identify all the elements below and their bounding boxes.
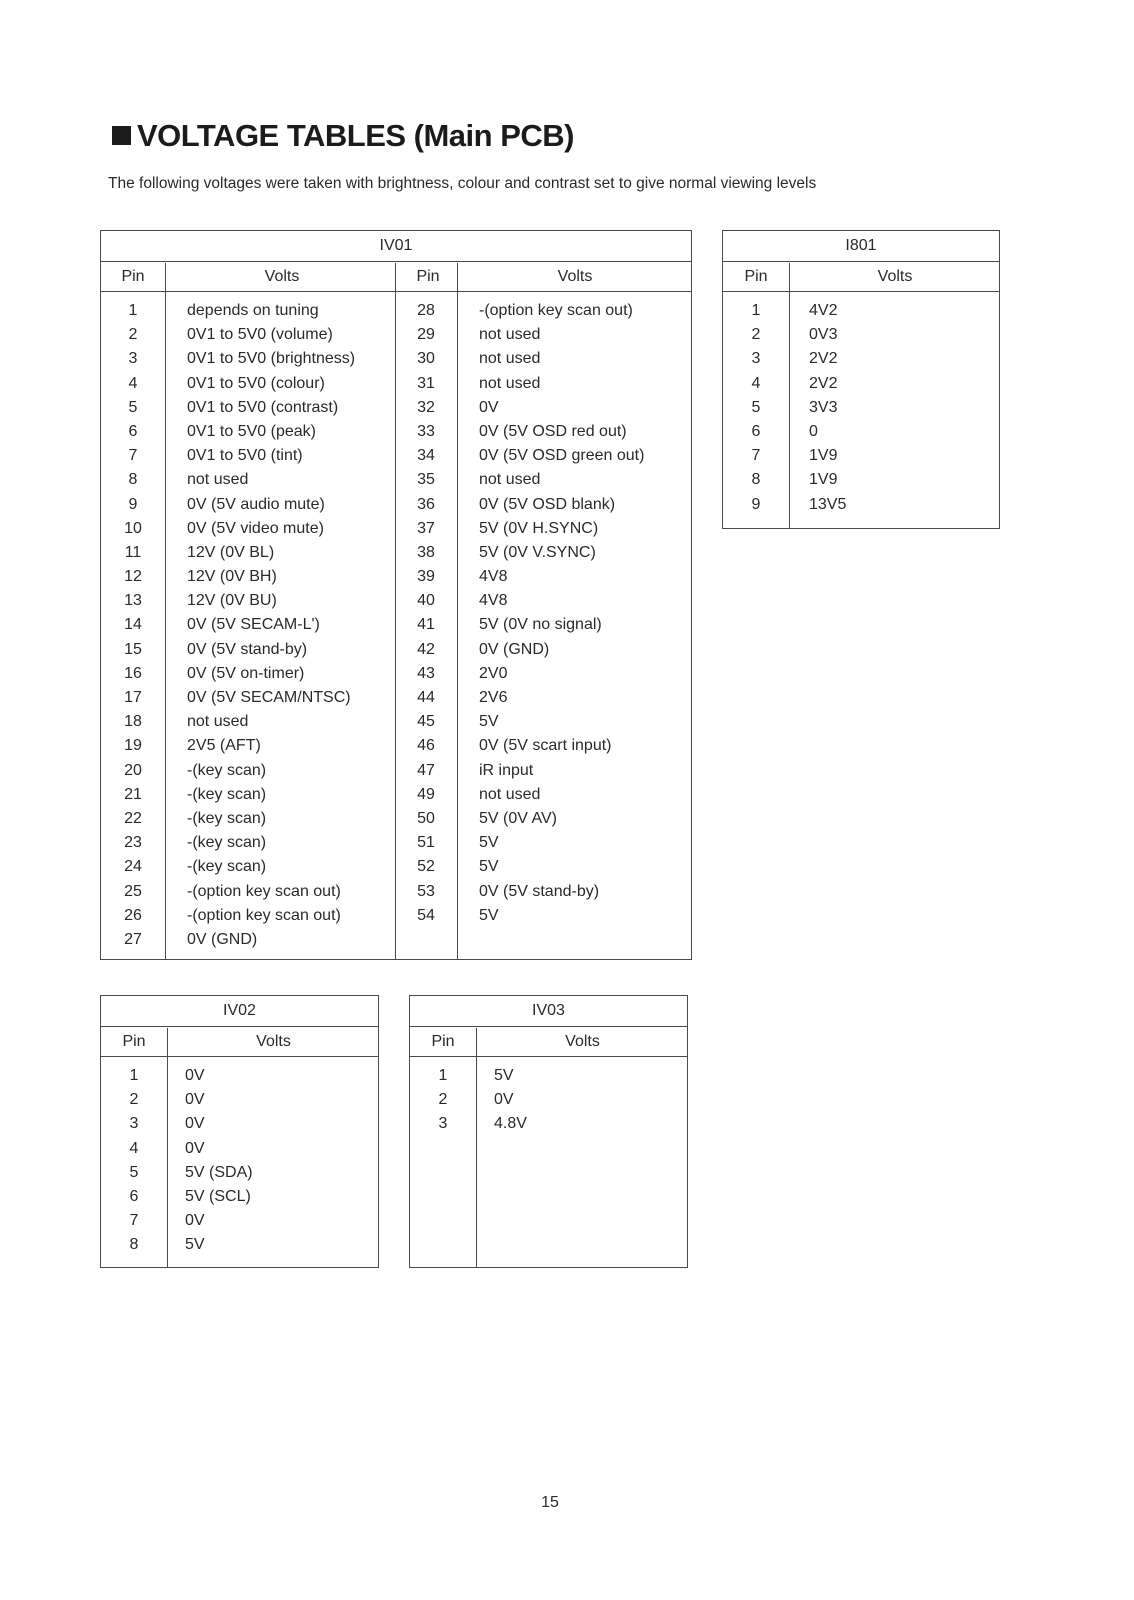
pin-number: 29 bbox=[417, 326, 435, 344]
volts-value: 0V1 to 5V0 (contrast) bbox=[187, 398, 339, 416]
table-row bbox=[101, 807, 691, 831]
volts-value: 0V1 to 5V0 (peak) bbox=[187, 422, 316, 440]
table-row bbox=[101, 904, 691, 928]
table-row bbox=[101, 1137, 378, 1161]
volts-value: 1V9 bbox=[809, 447, 838, 465]
pin-number: 3 bbox=[129, 1115, 139, 1133]
table-row bbox=[101, 1209, 378, 1233]
volts-value: -(key scan) bbox=[187, 761, 267, 779]
page-title bbox=[112, 118, 574, 154]
pin-number: 19 bbox=[124, 737, 142, 755]
table-row bbox=[101, 420, 691, 444]
table-row bbox=[723, 493, 999, 517]
volts-value: 4V8 bbox=[479, 592, 508, 610]
volts-value: 0V (GND) bbox=[187, 930, 258, 948]
pin-number: 26 bbox=[124, 906, 142, 924]
table-iv01 bbox=[100, 230, 692, 960]
intro-text: The following voltages were taken with brightness, colour and contrast set to give normal viewing levels bbox=[108, 175, 817, 192]
table-row bbox=[410, 1064, 687, 1088]
volts-value: 0V (5V stand-by) bbox=[187, 640, 308, 658]
pin-number: 11 bbox=[124, 543, 142, 561]
pin-number: 20 bbox=[124, 761, 142, 779]
col-header-pin-2: Pin bbox=[416, 268, 440, 285]
volts-value: -(option key scan out) bbox=[187, 882, 341, 900]
table-row bbox=[101, 613, 691, 637]
table-iv03-rows bbox=[410, 1064, 687, 1137]
square-bullet-icon bbox=[112, 126, 131, 145]
volts-value: 0V1 to 5V0 (brightness) bbox=[187, 350, 356, 368]
table-row bbox=[101, 759, 691, 783]
volts-value: -(key scan) bbox=[187, 785, 267, 803]
pin-number: 1 bbox=[751, 302, 761, 319]
pin-number: 51 bbox=[417, 834, 435, 852]
volts-value: not used bbox=[479, 471, 541, 489]
volts-value: 0 bbox=[809, 422, 818, 440]
pin-number: 23 bbox=[124, 834, 142, 852]
volts-value: 0V1 to 5V0 (colour) bbox=[187, 374, 325, 392]
volts-value: 5V (0V no signal) bbox=[479, 616, 602, 634]
table-row bbox=[101, 1161, 378, 1185]
table-i801-title: I801 bbox=[723, 231, 999, 262]
table-row bbox=[101, 1064, 378, 1088]
header-divider bbox=[101, 1056, 378, 1057]
volts-value: not used bbox=[187, 713, 249, 731]
pin-number: 7 bbox=[128, 447, 138, 465]
table-iv02-rows bbox=[101, 1064, 378, 1258]
pin-number: 1 bbox=[128, 302, 138, 319]
volts-value: 0V (5V scart input) bbox=[479, 737, 612, 755]
pin-number: 10 bbox=[124, 519, 142, 537]
pin-number: 4 bbox=[751, 374, 761, 392]
table-iv01-title: IV01 bbox=[101, 231, 691, 262]
volts-value: 0V (5V on-timer) bbox=[187, 664, 305, 682]
table-row bbox=[101, 589, 691, 613]
volts-value: 2V6 bbox=[479, 689, 508, 706]
header-divider bbox=[410, 1056, 687, 1057]
pin-number: 6 bbox=[751, 422, 761, 440]
pin-number: 12 bbox=[124, 568, 142, 586]
pin-number: 6 bbox=[128, 422, 138, 440]
volts-value: 5V bbox=[479, 858, 499, 876]
volts-value: depends on tuning bbox=[187, 302, 319, 319]
table-row bbox=[101, 783, 691, 807]
table-row bbox=[101, 468, 691, 492]
volts-value: 0V (GND) bbox=[479, 640, 550, 658]
pin-number: 16 bbox=[124, 664, 142, 682]
table-row bbox=[723, 299, 999, 323]
volts-value: 13V5 bbox=[809, 495, 847, 513]
table-row bbox=[723, 468, 999, 492]
pin-number: 47 bbox=[417, 761, 435, 779]
volts-value: 4V2 bbox=[809, 302, 838, 319]
table-row bbox=[723, 372, 999, 396]
table-row bbox=[101, 299, 691, 323]
pin-number: 40 bbox=[417, 592, 435, 610]
table-row bbox=[101, 662, 691, 686]
table-row bbox=[101, 541, 691, 565]
table-iv01-rows bbox=[101, 299, 691, 952]
volts-value: not used bbox=[187, 471, 249, 489]
volts-value: 0V1 to 5V0 (tint) bbox=[187, 447, 303, 465]
pin-number: 7 bbox=[751, 447, 761, 465]
pin-number: 39 bbox=[417, 568, 435, 586]
volts-value: 0V (5V OSD blank) bbox=[479, 495, 616, 513]
col-header-pin: Pin bbox=[431, 1033, 455, 1050]
table-row bbox=[410, 1088, 687, 1112]
pin-number: 30 bbox=[417, 350, 435, 368]
volts-value: 0V bbox=[494, 1091, 514, 1109]
pin-number: 1 bbox=[438, 1067, 448, 1084]
pin-number: 52 bbox=[417, 858, 435, 876]
page-title-text: VOLTAGE TABLES (Main PCB) bbox=[137, 118, 574, 153]
volts-value: 0V bbox=[479, 398, 499, 416]
volts-value: not used bbox=[479, 374, 541, 392]
volts-value: 5V bbox=[185, 1236, 205, 1254]
pin-number: 46 bbox=[417, 737, 435, 755]
table-row bbox=[101, 928, 691, 952]
volts-value: 2V5 (AFT) bbox=[187, 737, 261, 755]
pin-number: 49 bbox=[417, 785, 435, 803]
pin-number: 28 bbox=[417, 302, 435, 319]
pin-number: 2 bbox=[438, 1091, 448, 1109]
volts-value: 5V (0V AV) bbox=[479, 809, 557, 827]
volts-value: -(key scan) bbox=[187, 809, 267, 827]
table-iv03-title: IV03 bbox=[410, 996, 687, 1027]
table-row bbox=[101, 347, 691, 371]
volts-value: 12V (0V BH) bbox=[187, 568, 277, 586]
table-row bbox=[101, 396, 691, 420]
pin-number: 15 bbox=[124, 640, 142, 658]
table-row bbox=[101, 1088, 378, 1112]
pin-number: 34 bbox=[417, 447, 435, 465]
volts-value: 5V (SCL) bbox=[185, 1187, 251, 1205]
pin-number: 17 bbox=[124, 689, 142, 706]
table-row bbox=[101, 493, 691, 517]
volts-value: -(key scan) bbox=[187, 858, 267, 876]
table-i801 bbox=[722, 230, 1000, 529]
volts-value: 4.8V bbox=[494, 1115, 527, 1133]
volts-value: iR input bbox=[479, 761, 534, 779]
volts-value: 0V bbox=[185, 1067, 205, 1084]
pin-number: 53 bbox=[417, 882, 435, 900]
table-iv02-title: IV02 bbox=[101, 996, 378, 1027]
volts-value: -(key scan) bbox=[187, 834, 267, 852]
volts-value: 0V (5V OSD green out) bbox=[479, 447, 645, 465]
pin-number: 7 bbox=[129, 1212, 139, 1230]
pin-number: 8 bbox=[128, 471, 138, 489]
table-row bbox=[101, 444, 691, 468]
table-row bbox=[101, 734, 691, 758]
pin-number: 4 bbox=[129, 1139, 139, 1157]
table-row bbox=[101, 831, 691, 855]
pin-number: 45 bbox=[417, 713, 435, 731]
pin-number: 2 bbox=[128, 326, 138, 344]
table-row bbox=[101, 565, 691, 589]
table-row bbox=[723, 420, 999, 444]
pin-number: 25 bbox=[124, 882, 142, 900]
volts-value: 0V bbox=[185, 1212, 205, 1230]
volts-value: not used bbox=[479, 785, 541, 803]
table-iv02 bbox=[100, 995, 379, 1268]
table-row bbox=[101, 1233, 378, 1257]
volts-value: 5V bbox=[479, 713, 499, 731]
pin-number: 6 bbox=[129, 1187, 139, 1205]
pin-number: 42 bbox=[417, 640, 435, 658]
pin-number: 5 bbox=[129, 1163, 139, 1181]
pin-number: 4 bbox=[128, 374, 138, 392]
volts-value: 2V2 bbox=[809, 374, 838, 392]
pin-number: 2 bbox=[751, 326, 761, 344]
table-row bbox=[101, 1185, 378, 1209]
pin-number: 24 bbox=[124, 858, 142, 876]
volts-value: 0V (5V OSD red out) bbox=[479, 422, 627, 440]
table-row bbox=[723, 396, 999, 420]
volts-value: 0V (5V audio mute) bbox=[187, 495, 325, 513]
pin-number: 2 bbox=[129, 1091, 139, 1109]
volts-value: -(option key scan out) bbox=[479, 302, 633, 319]
volts-value: 0V (5V video mute) bbox=[187, 519, 324, 537]
pin-number: 3 bbox=[128, 350, 138, 368]
volts-value: 0V bbox=[185, 1091, 205, 1109]
volts-value: 4V8 bbox=[479, 568, 508, 586]
table-i801-rows bbox=[723, 299, 999, 517]
pin-number: 37 bbox=[417, 519, 435, 537]
pin-number: 38 bbox=[417, 543, 435, 561]
volts-value: 12V (0V BU) bbox=[187, 592, 277, 610]
pin-number: 27 bbox=[124, 930, 142, 948]
pin-number: 54 bbox=[417, 906, 435, 924]
pin-number: 32 bbox=[417, 398, 435, 416]
table-row bbox=[410, 1112, 687, 1136]
pin-number: 31 bbox=[417, 374, 435, 392]
pin-number: 3 bbox=[751, 350, 761, 368]
pin-number: 44 bbox=[417, 689, 435, 706]
table-row bbox=[723, 444, 999, 468]
table-row bbox=[101, 323, 691, 347]
pin-number: 33 bbox=[417, 422, 435, 440]
pin-number: 9 bbox=[128, 495, 138, 513]
table-row bbox=[723, 323, 999, 347]
volts-value: 3V3 bbox=[809, 398, 838, 416]
volts-value: 0V3 bbox=[809, 326, 838, 344]
volts-value: not used bbox=[479, 350, 541, 368]
col-header-volts-2: Volts bbox=[557, 268, 593, 285]
table-row bbox=[101, 517, 691, 541]
volts-value: 5V bbox=[479, 906, 499, 924]
table-row bbox=[101, 710, 691, 734]
pin-number: 8 bbox=[129, 1236, 139, 1254]
table-row bbox=[101, 372, 691, 396]
volts-value: 2V0 bbox=[479, 664, 508, 682]
col-header-volts: Volts bbox=[256, 1033, 291, 1050]
volts-value: 0V (5V stand-by) bbox=[479, 882, 600, 900]
pin-number: 3 bbox=[438, 1115, 448, 1133]
pin-number: 35 bbox=[417, 471, 435, 489]
volts-value: 5V (0V V.SYNC) bbox=[479, 543, 596, 561]
volts-value: 5V (0V H.SYNC) bbox=[479, 519, 599, 537]
col-header-pin: Pin bbox=[122, 1033, 146, 1050]
col-header-volts: Volts bbox=[264, 268, 300, 285]
col-header-pin: Pin bbox=[744, 268, 768, 285]
page-number: 15 bbox=[541, 1494, 559, 1511]
volts-value: 1V9 bbox=[809, 471, 838, 489]
pin-number: 43 bbox=[417, 664, 435, 682]
volts-value: 0V bbox=[185, 1115, 205, 1133]
pin-number: 9 bbox=[751, 495, 761, 513]
volts-value: -(option key scan out) bbox=[187, 906, 341, 924]
volts-value: 0V (5V SECAM-L') bbox=[187, 616, 320, 634]
pin-number: 1 bbox=[129, 1067, 139, 1084]
table-row bbox=[723, 347, 999, 371]
header-divider bbox=[723, 291, 999, 292]
volts-value: 5V (SDA) bbox=[185, 1163, 253, 1181]
table-row bbox=[101, 638, 691, 662]
col-header-volts: Volts bbox=[877, 268, 913, 285]
col-header-volts: Volts bbox=[565, 1033, 600, 1050]
table-iv03 bbox=[409, 995, 688, 1268]
pin-number: 13 bbox=[124, 592, 142, 610]
table-row bbox=[101, 686, 691, 710]
pin-number: 5 bbox=[128, 398, 138, 416]
volts-value: 0V bbox=[185, 1139, 205, 1157]
pin-number: 14 bbox=[124, 616, 142, 634]
table-row bbox=[101, 855, 691, 879]
pin-number: 36 bbox=[417, 495, 435, 513]
pin-number: 41 bbox=[417, 616, 435, 634]
pin-number: 8 bbox=[751, 471, 761, 489]
volts-value: 0V (5V SECAM/NTSC) bbox=[187, 689, 351, 706]
volts-value: 0V1 to 5V0 (volume) bbox=[187, 326, 333, 344]
header-divider bbox=[101, 291, 691, 292]
pin-number: 22 bbox=[124, 809, 142, 827]
volts-value: 5V bbox=[494, 1067, 514, 1084]
table-row bbox=[101, 880, 691, 904]
pin-number: 21 bbox=[124, 785, 142, 803]
pin-number: 50 bbox=[417, 809, 435, 827]
volts-value: not used bbox=[479, 326, 541, 344]
col-header-pin: Pin bbox=[121, 268, 145, 285]
pin-number: 18 bbox=[124, 713, 142, 731]
table-row bbox=[101, 1112, 378, 1136]
volts-value: 12V (0V BL) bbox=[187, 543, 275, 561]
volts-value: 2V2 bbox=[809, 350, 838, 368]
volts-value: 5V bbox=[479, 834, 499, 852]
pin-number: 5 bbox=[751, 398, 761, 416]
